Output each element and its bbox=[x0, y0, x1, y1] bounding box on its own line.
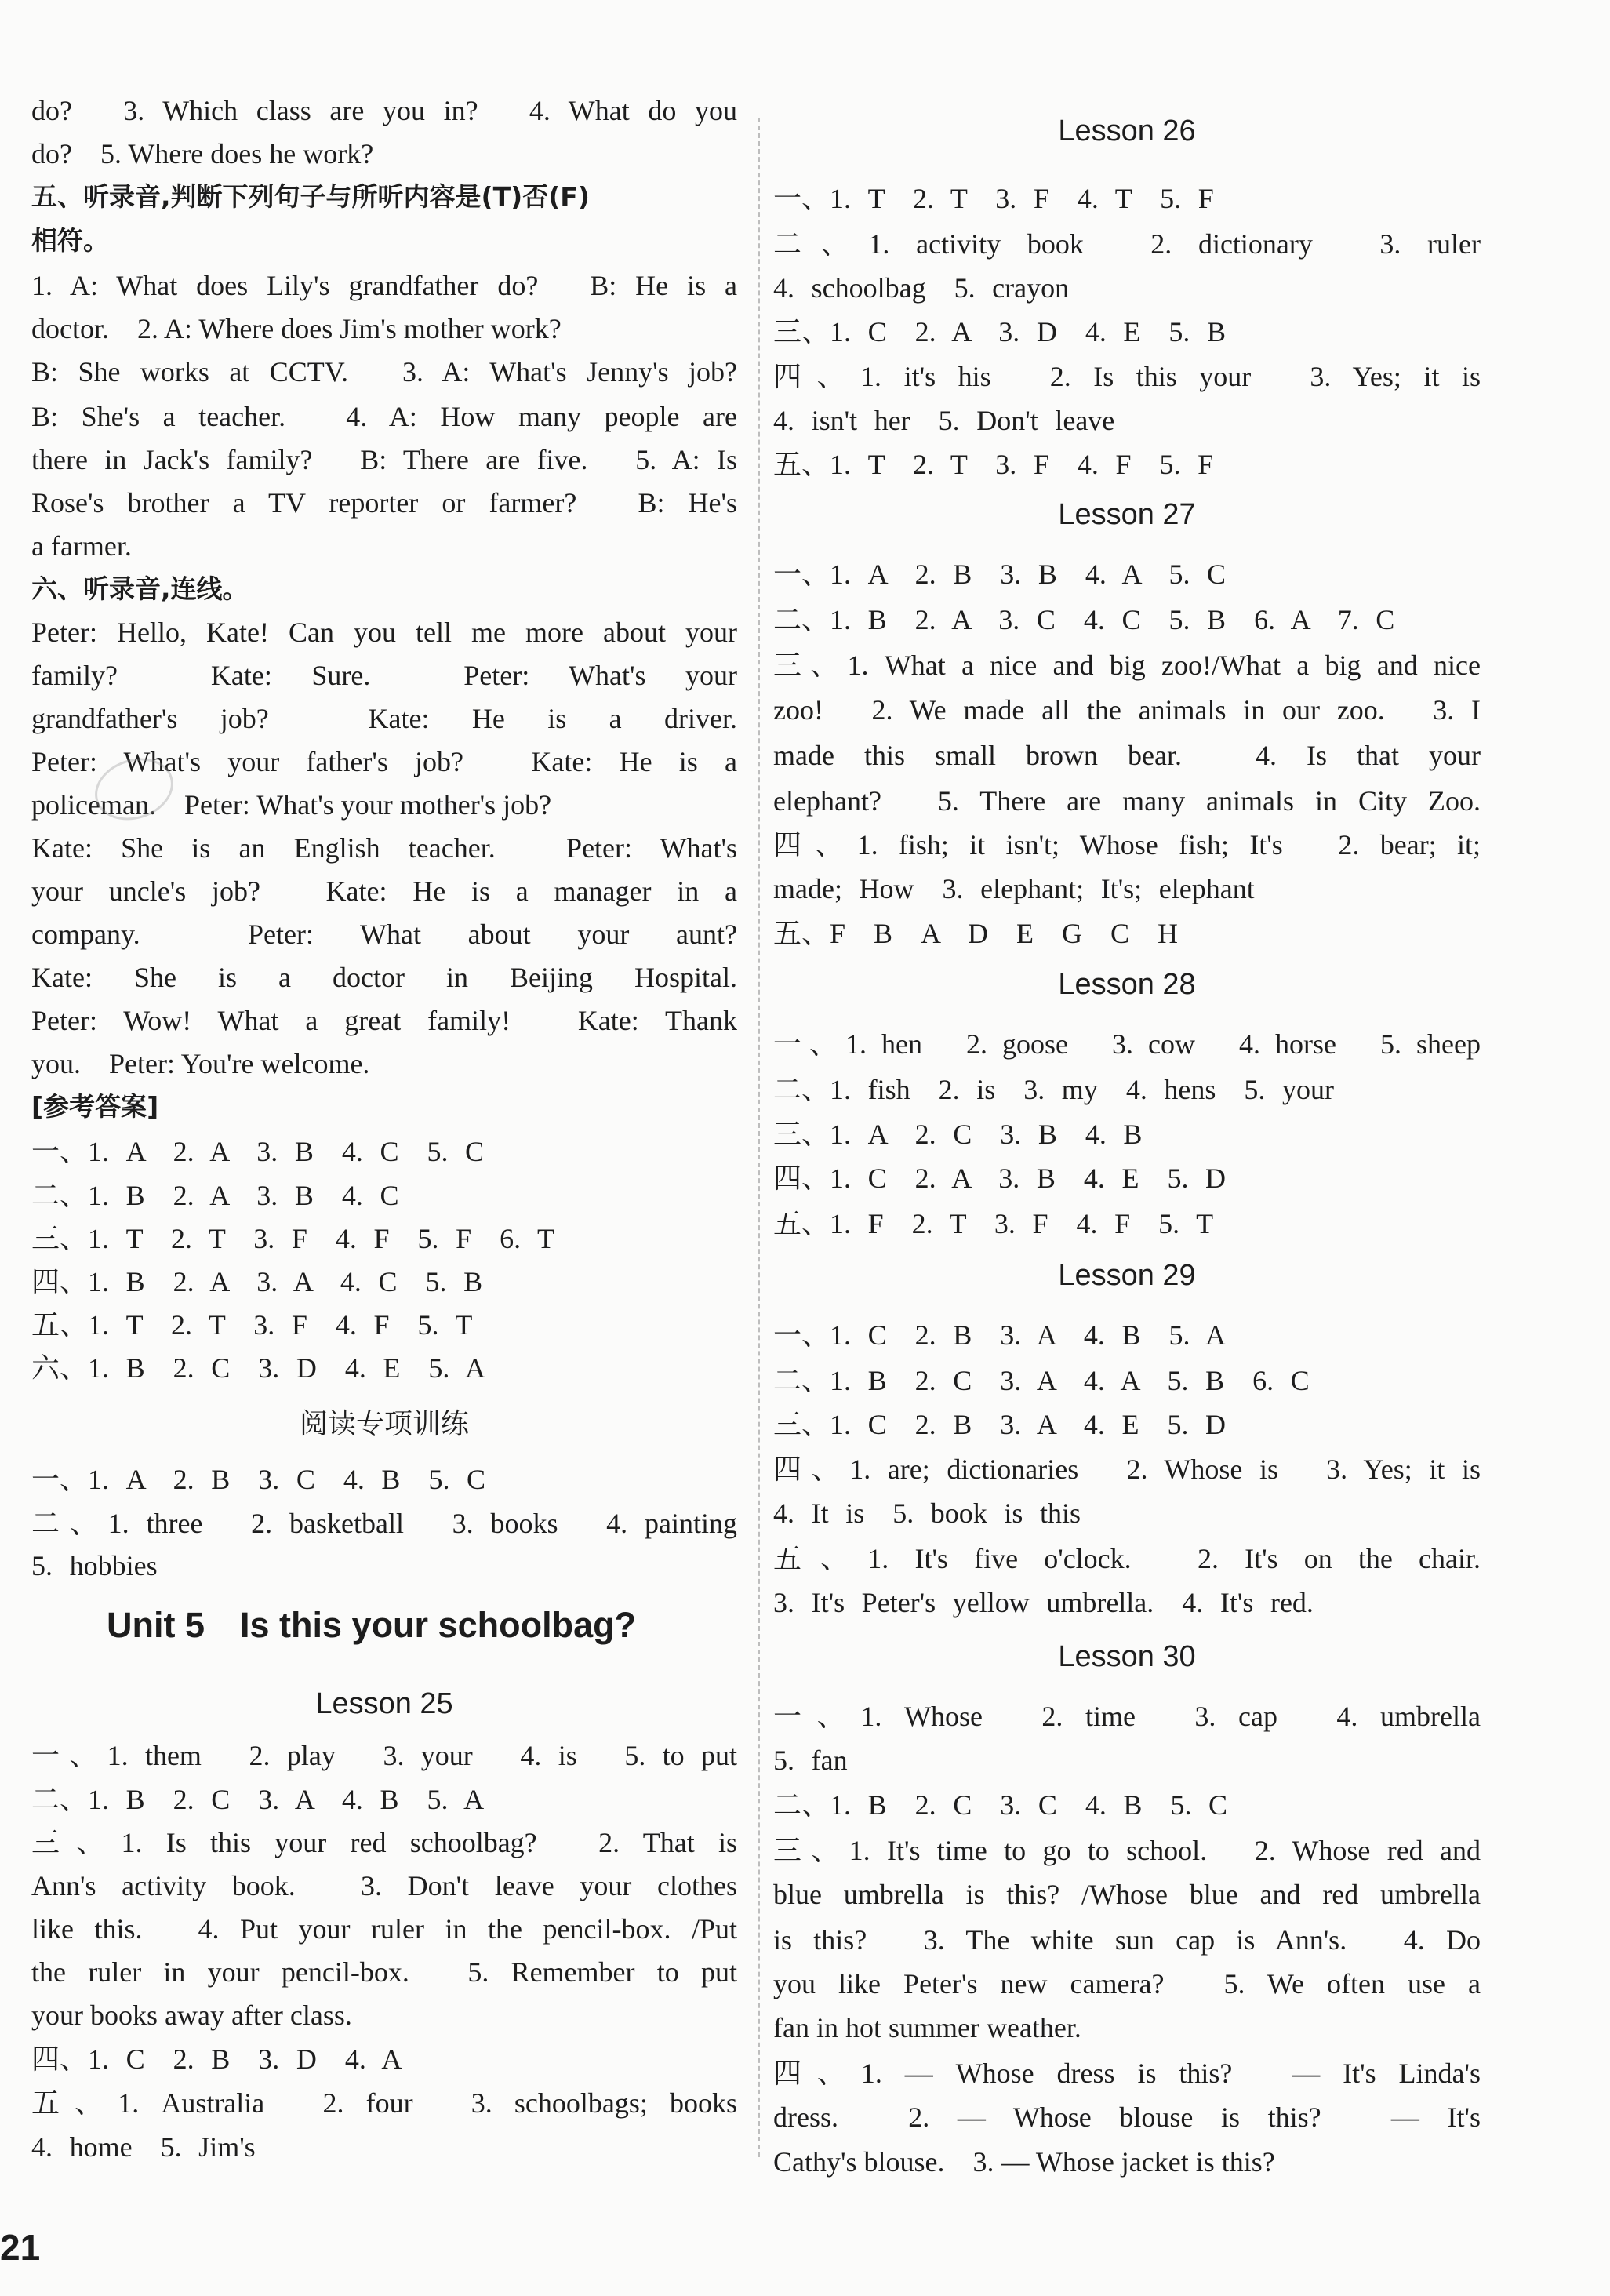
left-line-18: your uncle's job? Kate: He is a manager in a bbox=[31, 875, 737, 907]
left-heading_cn-30: 阅读专项训练 bbox=[299, 1408, 469, 1440]
right-line-37: blue umbrella is this? /Whose blue and red umbrella bbox=[773, 1879, 1481, 1910]
right-line-13: made this small brown bear. 4. Is that your bbox=[773, 740, 1481, 771]
right-line-5: 四、1. it's his 2. Is this your 3. Yes; it is bbox=[773, 361, 1481, 392]
left-ans-31: 一、1. A 2. B 3. C 4. B 5. C bbox=[31, 1464, 486, 1495]
right-line-33: 一、1. Whose 2. time 3. cap 4. umbrella bbox=[773, 1701, 1481, 1732]
right-line-28: 四、1. are; dictionaries 2. Whose is 3. Yes; it is bbox=[773, 1454, 1481, 1485]
left-ans-33: 5. hobbies bbox=[31, 1550, 158, 1581]
right-line-43: Cathy's blouse. 3. — Whose jacket is this? bbox=[773, 2146, 1275, 2178]
left-line-42: your books away after class. bbox=[31, 1999, 352, 2031]
left-line-1: do? 5. Where does he work? bbox=[31, 138, 374, 169]
left-line-4: 1. A: What does Lily's grandfather do? B: He is a bbox=[31, 270, 737, 301]
right-ans-23: 五、1. F 2. T 3. F 4. F 5. T bbox=[773, 1208, 1214, 1239]
left-line-13: family? Kate: Sure. Peter: What's your bbox=[31, 660, 737, 691]
right-ans-21: 三、1. A 2. C 3. B 4. B bbox=[773, 1119, 1143, 1150]
right-ans-26: 二、1. B 2. C 3. A 4. A 5. B 6. C bbox=[773, 1365, 1310, 1396]
right-ans-9: 一、1. A 2. B 3. B 4. A 5. C bbox=[773, 559, 1227, 590]
left-ans-28: 五、1. T 2. T 3. F 4. F 5. T bbox=[31, 1309, 473, 1341]
left-line-0: do? 3. Which class are you in? 4. What do you bbox=[31, 95, 737, 126]
left-bold-23: [参考答案] bbox=[31, 1091, 159, 1122]
right-line-36: 三、1. It's time to go to school. 2. Whose red and bbox=[773, 1835, 1481, 1866]
right-ans-6: 4. isn't her 5. Don't leave bbox=[773, 405, 1115, 436]
right-ans-20: 二、1. fish 2. is 3. my 4. hens 5. your bbox=[773, 1074, 1334, 1105]
right-line-15: 四、1. fish; it isn't; Whose fish; It's 2. bear; it; bbox=[773, 829, 1481, 861]
left-line-8: there in Jack's family? B: There are five. 5. A: Is bbox=[31, 444, 737, 475]
left-ans-25: 二、1. B 2. A 3. B 4. C bbox=[31, 1180, 399, 1211]
right-ans-27: 三、1. C 2. B 3. A 4. E 5. D bbox=[773, 1409, 1227, 1440]
left-line-41: the ruler in your pencil-box. 5. Remember to put bbox=[31, 1956, 737, 1988]
column-divider bbox=[758, 118, 760, 2157]
left-heading-35: Lesson 25 bbox=[315, 1687, 453, 1720]
left-line-21: Peter: Wow! What a great family! Kate: Thank bbox=[31, 1005, 737, 1036]
left-line-6: B: She works at CCTV. 3. A: What's Jenny's job? bbox=[31, 356, 737, 388]
right-ans-10: 二、1. B 2. A 3. C 4. C 5. B 6. A 7. C bbox=[773, 604, 1395, 635]
left-line-22: you. Peter: You're welcome. bbox=[31, 1048, 370, 1079]
right-ans-16: made; How 3. elephant; It's; elephant bbox=[773, 873, 1255, 904]
left-line-36: 一、1. them 2. play 3. your 4. is 5. to put bbox=[31, 1740, 737, 1771]
right-ans-35: 二、1. B 2. C 3. C 4. B 5. C bbox=[773, 1789, 1228, 1821]
left-line-20: Kate: She is a doctor in Beijing Hospital. bbox=[31, 962, 737, 993]
right-ans-29: 4. It is 5. book is this bbox=[773, 1497, 1081, 1529]
right-line-40: fan in hot summer weather. bbox=[773, 2012, 1081, 2043]
left-line-44: 五、1. Australia 2. four 3. schoolbags; books bbox=[31, 2087, 737, 2119]
right-ans-22: 四、1. C 2. A 3. B 4. E 5. D bbox=[773, 1163, 1227, 1194]
left-line-10: a farmer. bbox=[31, 530, 132, 562]
left-line-9: Rose's brother a TV reporter or farmer? B: He's bbox=[31, 487, 737, 519]
right-ans-4: 三、1. C 2. A 3. D 4. E 5. B bbox=[773, 316, 1227, 347]
right-line-30: 五、1. It's five o'clock. 2. It's on the chair. bbox=[773, 1543, 1481, 1574]
right-ans-34: 5. fan bbox=[773, 1745, 848, 1776]
right-line-11: 三、1. What a nice and big zoo!/What a big and nice bbox=[773, 650, 1481, 681]
left-ans-24: 一、1. A 2. A 3. B 4. C 5. C bbox=[31, 1136, 485, 1167]
left-line-7: B: She's a teacher. 4. A: How many people are bbox=[31, 401, 737, 432]
left-ans-37: 二、1. B 2. C 3. A 4. B 5. A bbox=[31, 1784, 485, 1815]
left-bold-11: 六、听录音,连线。 bbox=[31, 573, 249, 604]
right-heading-18: Lesson 28 bbox=[1058, 968, 1196, 1001]
left-line-38: 三、1. Is this your red schoolbag? 2. That is bbox=[31, 1827, 737, 1858]
right-line-14: elephant? 5. There are many animals in City Zoo. bbox=[773, 785, 1481, 817]
left-line-14: grandfather's job? Kate: He is a driver. bbox=[31, 703, 737, 734]
right-heading-0: Lesson 26 bbox=[1058, 115, 1196, 147]
right-line-39: you like Peter's new camera? 5. We often use a bbox=[773, 1968, 1481, 1999]
page-number: 21 bbox=[0, 2227, 41, 2268]
left-line-15: Peter: What's your father's job? Kate: He is a bbox=[31, 746, 737, 777]
right-ans-3: 4. schoolbag 5. crayon bbox=[773, 272, 1070, 304]
right-heading-24: Lesson 29 bbox=[1058, 1259, 1196, 1292]
left-ans-45: 4. home 5. Jim's bbox=[31, 2131, 256, 2163]
right-ans-31: 3. It's Peter's yellow umbrella. 4. It's red. bbox=[773, 1587, 1314, 1618]
left-line-17: Kate: She is an English teacher. Peter: What's bbox=[31, 832, 737, 864]
right-line-41: 四、1. — Whose dress is this? — It's Linda's bbox=[773, 2058, 1481, 2089]
left-line-19: company. Peter: What about your aunt? bbox=[31, 919, 737, 950]
left-ans-43: 四、1. C 2. B 3. D 4. A bbox=[31, 2043, 402, 2075]
right-ans-1: 一、1. T 2. T 3. F 4. T 5. F bbox=[773, 183, 1214, 214]
left-unit-34: Unit 5 Is this your schoolbag? bbox=[107, 1605, 637, 1645]
left-ans-27: 四、1. B 2. A 3. A 4. C 5. B bbox=[31, 1266, 483, 1297]
right-line-42: dress. 2. — Whose blouse is this? — It's bbox=[773, 2101, 1481, 2133]
left-bold-3: 相符。 bbox=[31, 225, 109, 256]
left-line-5: doctor. 2. A: Where does Jim's mother work? bbox=[31, 313, 562, 344]
right-ans-25: 一、1. C 2. B 3. A 4. B 5. A bbox=[773, 1319, 1227, 1351]
right-line-38: is this? 3. The white sun cap is Ann's. 4. Do bbox=[773, 1924, 1481, 1956]
right-ans-7: 五、1. T 2. T 3. F 4. F 5. F bbox=[773, 449, 1214, 480]
left-line-39: Ann's activity book. 3. Don't leave your clothes bbox=[31, 1870, 737, 1901]
right-line-19: 一、1. hen 2. goose 3. cow 4. horse 5. sheep bbox=[773, 1028, 1481, 1060]
left-bold-2: 五、听录音,判断下列句子与所听内容是(T)否(F) bbox=[31, 181, 590, 212]
left-line-40: like this. 4. Put your ruler in the pencil-box. /Put bbox=[31, 1913, 737, 1945]
left-line-16: policeman. Peter: What's your mother's job? bbox=[31, 789, 552, 821]
left-ans-26: 三、1. T 2. T 3. F 4. F 5. F 6. T bbox=[31, 1223, 555, 1254]
right-heading-32: Lesson 30 bbox=[1058, 1640, 1196, 1673]
left-ans-29: 六、1. B 2. C 3. D 4. E 5. A bbox=[31, 1352, 486, 1384]
left-line-32: 二、1. three 2. basketball 3. books 4. painting bbox=[31, 1508, 737, 1539]
right-line-12: zoo! 2. We made all the animals in our zoo. 3. I bbox=[773, 694, 1481, 726]
right-line-2: 二、1. activity book 2. dictionary 3. ruler bbox=[773, 228, 1481, 260]
right-heading-8: Lesson 27 bbox=[1058, 498, 1196, 531]
left-line-12: Peter: Hello, Kate! Can you tell me more about your bbox=[31, 617, 737, 648]
right-ans-17: 五、F B A D E G C H bbox=[773, 918, 1179, 949]
